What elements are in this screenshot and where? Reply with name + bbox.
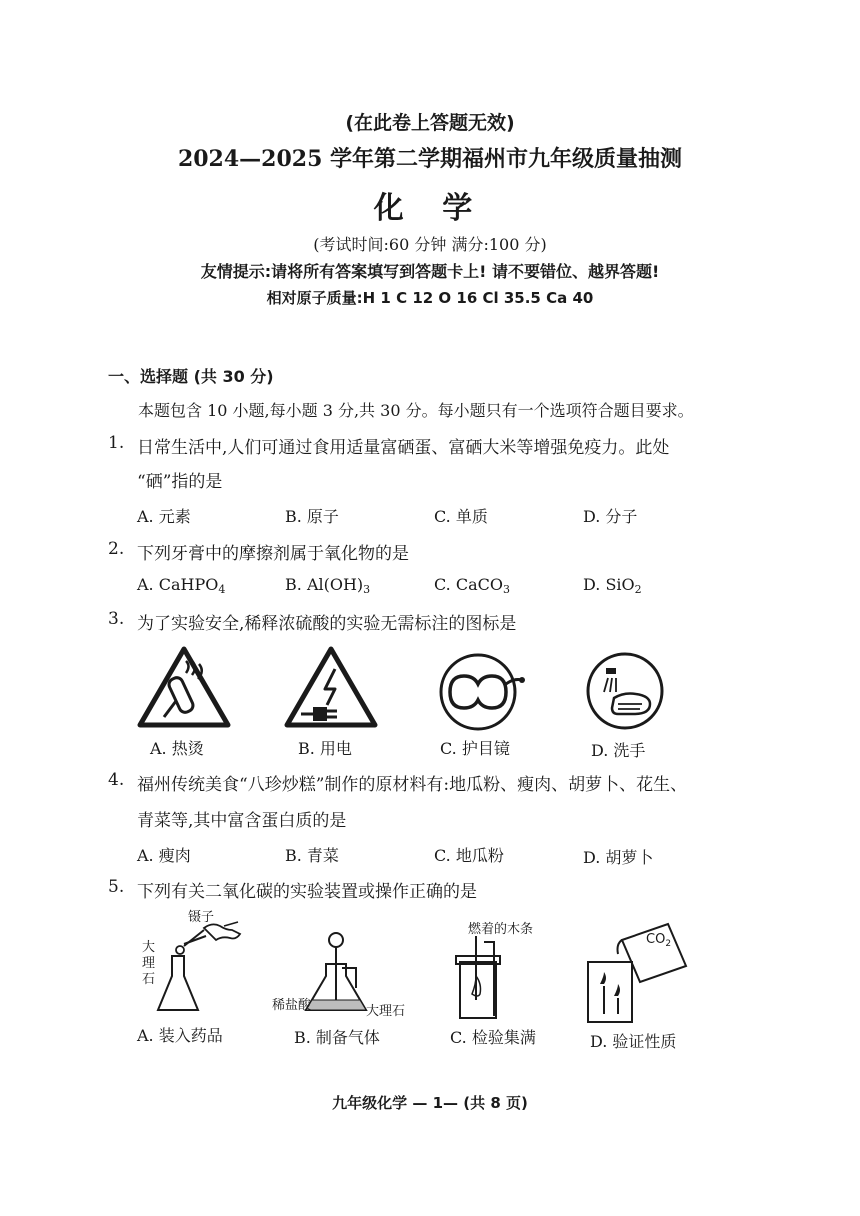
dilute-acid-label: 稀盐酸: [272, 998, 312, 1013]
question-number: 2.: [108, 539, 125, 559]
goggles-icon: [434, 650, 526, 732]
option-c: C. 检验集满: [450, 1028, 536, 1047]
formula: CaHPO: [158, 575, 219, 594]
co2-label: [646, 932, 671, 949]
section-heading: 一、选择题 (共 30 分): [108, 367, 274, 386]
option-c: C. 护目镜: [440, 739, 510, 758]
exam-time-info: (考试时间:60 分钟 满分:100 分): [313, 235, 547, 254]
question-2-text: 下列牙膏中的摩擦剂属于氧化物的是: [137, 544, 409, 564]
marble-label-2: 理: [142, 956, 156, 971]
hot-surface-icon: [136, 645, 232, 731]
question-number: 1.: [108, 433, 125, 453]
burning-stick-label: 燃着的木条: [468, 922, 534, 937]
question-4-text-cont: 青菜等,其中富含蛋白质的是: [137, 811, 347, 831]
figure-b-gas-preparation: [272, 928, 432, 1023]
formula: SiO: [605, 575, 635, 594]
option-a: [137, 575, 225, 596]
option-a: A. 瘦肉: [137, 846, 191, 865]
friendly-tip: 友情提示:请将所有答案填写到答题卡上! 请不要错位、越界答题!: [200, 262, 660, 281]
option-a: A. 装入药品: [137, 1026, 223, 1045]
option-b: B. 原子: [285, 507, 339, 526]
electrical-hazard-icon: [283, 645, 379, 731]
option-c: C. 单质: [434, 507, 488, 526]
co2-base: CO: [646, 932, 666, 947]
question-number: 3.: [108, 609, 125, 629]
option-d: D. 洗手: [591, 741, 646, 760]
section-instruction: 本题包含 10 小题,每小题 3 分,共 30 分。每小题只有一个选项符合题目要求。: [138, 401, 694, 420]
invalid-notice: (在此卷上答题无效): [345, 112, 515, 134]
option-d: [583, 575, 642, 596]
tweezers-label: 镊子: [188, 910, 215, 925]
co2-subscript: 2: [665, 939, 672, 949]
formula-subscript: 2: [634, 583, 642, 596]
marble-label: 大理石: [366, 1004, 406, 1019]
page-footer: 九年级化学 — 1— (共 8 页): [332, 1094, 528, 1112]
figure-c-check-full: [446, 916, 566, 1022]
option-label: D.: [583, 575, 601, 594]
formula: Al(OH): [306, 575, 364, 594]
formula-subscript: 4: [218, 583, 226, 596]
option-label: B.: [285, 575, 302, 594]
formula-subscript: 3: [503, 583, 510, 596]
marble-label-3: 石: [142, 972, 156, 987]
subject-title: 化 学: [373, 191, 487, 226]
option-c: C. 地瓜粉: [434, 846, 504, 865]
option-b: B. 制备气体: [294, 1028, 380, 1047]
option-c: [434, 575, 510, 596]
atomic-mass-line: 相对原子质量:H 1 C 12 O 16 Cl 35.5 Ca 40: [266, 289, 594, 307]
exam-title: 2024—2025 学年第二学期福州市九年级质量抽测: [177, 146, 683, 172]
question-3-text: 为了实验安全,稀释浓硫酸的实验无需标注的图标是: [137, 614, 517, 634]
option-label: A.: [137, 575, 154, 594]
option-d: D. 验证性质: [590, 1032, 677, 1051]
formula-subscript: 3: [363, 583, 371, 596]
question-number: 4.: [108, 770, 125, 790]
option-label: C.: [434, 575, 451, 594]
option-d: D. 胡萝卜: [583, 848, 654, 867]
figure-a-loading-chemicals: [140, 906, 290, 1018]
option-b: [285, 575, 370, 596]
question-4-text: 福州传统美食“八珍炒糕”制作的原材料有:地瓜粉、瘦肉、胡萝卜、花生、: [137, 775, 688, 795]
option-a: A. 热烫: [150, 739, 204, 758]
formula: CaCO: [455, 575, 503, 594]
question-1-text-cont: “硒”指的是: [137, 472, 223, 492]
marble-label-1: 大: [142, 940, 156, 955]
option-a: A. 元素: [137, 507, 191, 526]
option-b: B. 用电: [298, 739, 352, 758]
question-5-text: 下列有关二氧化碳的实验装置或操作正确的是: [137, 882, 477, 902]
hand-washing-icon: [584, 650, 666, 732]
question-1-text: 日常生活中,人们可通过食用适量富硒蛋、富硒大米等增强免疫力。此处: [137, 438, 670, 458]
question-number: 5.: [108, 877, 125, 897]
option-b: B. 青菜: [285, 846, 339, 865]
figure-d-verify-property: [584, 920, 694, 1026]
option-d: D. 分子: [583, 507, 638, 526]
